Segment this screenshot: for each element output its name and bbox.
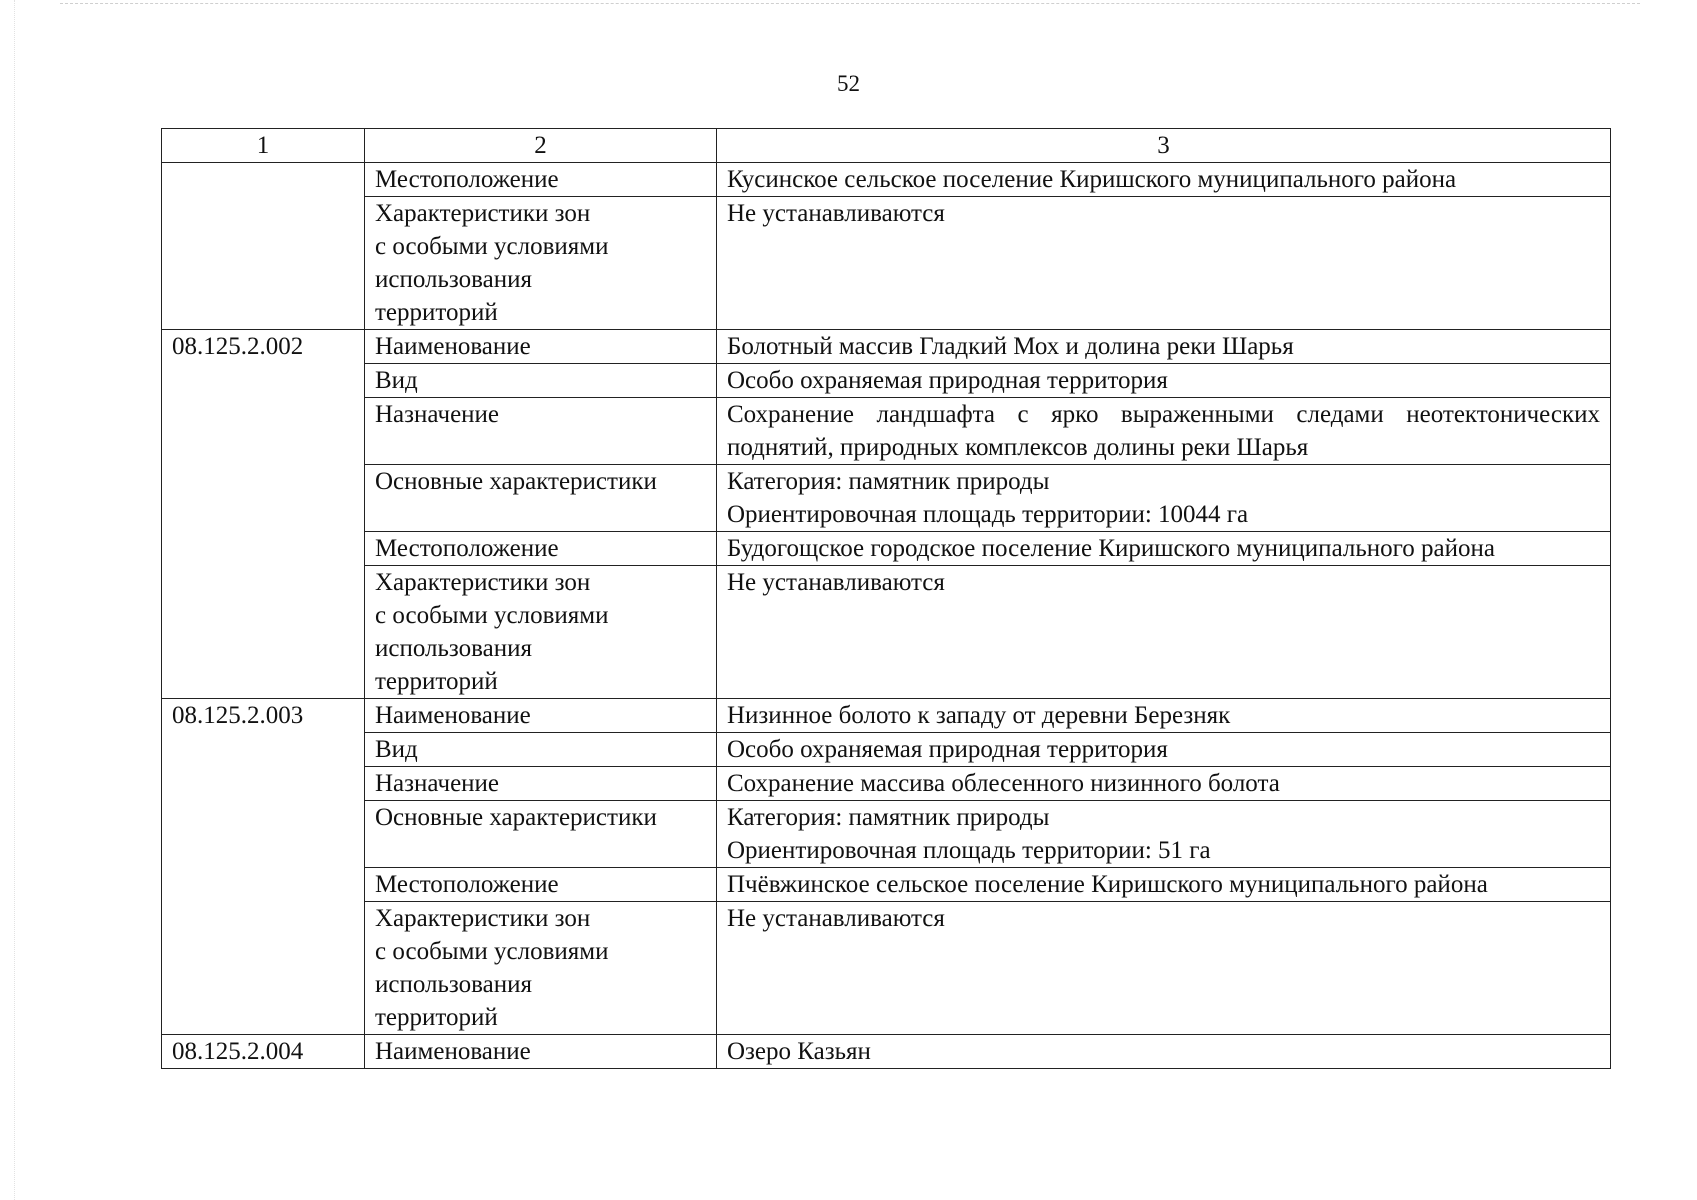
field-label: Местоположение	[365, 532, 717, 566]
table-row	[162, 733, 1611, 767]
field-label-line: территорий	[375, 299, 498, 326]
field-value: Будогощское городское поселение Киришского муниципального района	[717, 532, 1611, 566]
table-row	[162, 566, 1611, 699]
field-label: Наименование	[365, 699, 717, 733]
table-header-row	[162, 129, 1611, 163]
field-label	[365, 197, 717, 330]
table-row	[162, 1035, 1611, 1069]
field-label-line: использования	[375, 266, 532, 293]
table-row	[162, 398, 1611, 465]
table-row	[162, 163, 1611, 197]
field-label: Основные характеристики	[365, 801, 717, 868]
header-col-3: 3	[717, 129, 1611, 163]
field-label-line: использования	[375, 971, 532, 998]
table-row	[162, 868, 1611, 902]
field-label: Назначение	[365, 767, 717, 801]
field-label-line: Характеристики зон	[375, 200, 591, 227]
field-value: Не устанавливаются	[717, 566, 1611, 699]
field-value: Не устанавливаются	[717, 197, 1611, 330]
table-row	[162, 902, 1611, 1035]
field-label-line: с особыми условиями	[375, 938, 609, 965]
table-row	[162, 699, 1611, 733]
field-label	[365, 566, 717, 699]
field-value-line: Категория: памятник природы	[727, 468, 1050, 495]
field-value: Сохранение ландшафта с ярко выраженными следами неотектонических поднятий, природных комплексов долины реки Шарья	[717, 398, 1611, 465]
field-label: Наименование	[365, 330, 717, 364]
scan-top-rule	[60, 3, 1640, 4]
field-label-line: с особыми условиями	[375, 233, 609, 260]
field-value	[717, 465, 1611, 532]
page-number: 52	[837, 71, 860, 96]
field-value: Кусинское сельское поселение Киришского муниципального района	[717, 163, 1611, 197]
field-label: Вид	[365, 364, 717, 398]
field-value: Болотный массив Гладкий Мох и долина реки Шарья	[717, 330, 1611, 364]
table-row	[162, 197, 1611, 330]
field-label-line: Характеристики зон	[375, 569, 591, 596]
table-row	[162, 330, 1611, 364]
field-value: Не устанавливаются	[717, 902, 1611, 1035]
field-value: Особо охраняемая природная территория	[717, 364, 1611, 398]
table-row	[162, 801, 1611, 868]
field-value-line: Ориентировочная площадь территории: 51 га	[727, 837, 1211, 864]
field-label-line: территорий	[375, 668, 498, 695]
objects-table	[161, 128, 1611, 1069]
field-label	[365, 902, 717, 1035]
field-value: Сохранение массива облесенного низинного болота	[717, 767, 1611, 801]
scan-edge-line	[14, 0, 15, 1200]
table-row	[162, 767, 1611, 801]
field-label: Наименование	[365, 1035, 717, 1069]
field-value: Низинное болото к западу от деревни Березняк	[717, 699, 1611, 733]
field-label-line: использования	[375, 635, 532, 662]
field-value: Особо охраняемая природная территория	[717, 733, 1611, 767]
object-code-cell: 08.125.2.004	[162, 1035, 365, 1069]
object-code-cell	[162, 163, 365, 330]
table-row	[162, 532, 1611, 566]
object-code-cell: 08.125.2.002	[162, 330, 365, 699]
field-value	[717, 801, 1611, 868]
field-label: Назначение	[365, 398, 717, 465]
field-value: Пчёвжинское сельское поселение Киришского муниципального района	[717, 868, 1611, 902]
field-label: Вид	[365, 733, 717, 767]
table-row	[162, 465, 1611, 532]
field-label-line: с особыми условиями	[375, 602, 609, 629]
field-label: Местоположение	[365, 868, 717, 902]
object-code-cell: 08.125.2.003	[162, 699, 365, 1035]
header-col-1: 1	[162, 129, 365, 163]
field-value: Озеро Казьян	[717, 1035, 1611, 1069]
field-value-line: Категория: памятник природы	[727, 804, 1050, 831]
field-label-line: территорий	[375, 1004, 498, 1031]
field-label-line: Характеристики зон	[375, 905, 591, 932]
field-label: Местоположение	[365, 163, 717, 197]
field-value-line: Ориентировочная площадь территории: 10044 га	[727, 501, 1249, 528]
field-label: Основные характеристики	[365, 465, 717, 532]
table-row	[162, 364, 1611, 398]
header-col-2: 2	[365, 129, 717, 163]
